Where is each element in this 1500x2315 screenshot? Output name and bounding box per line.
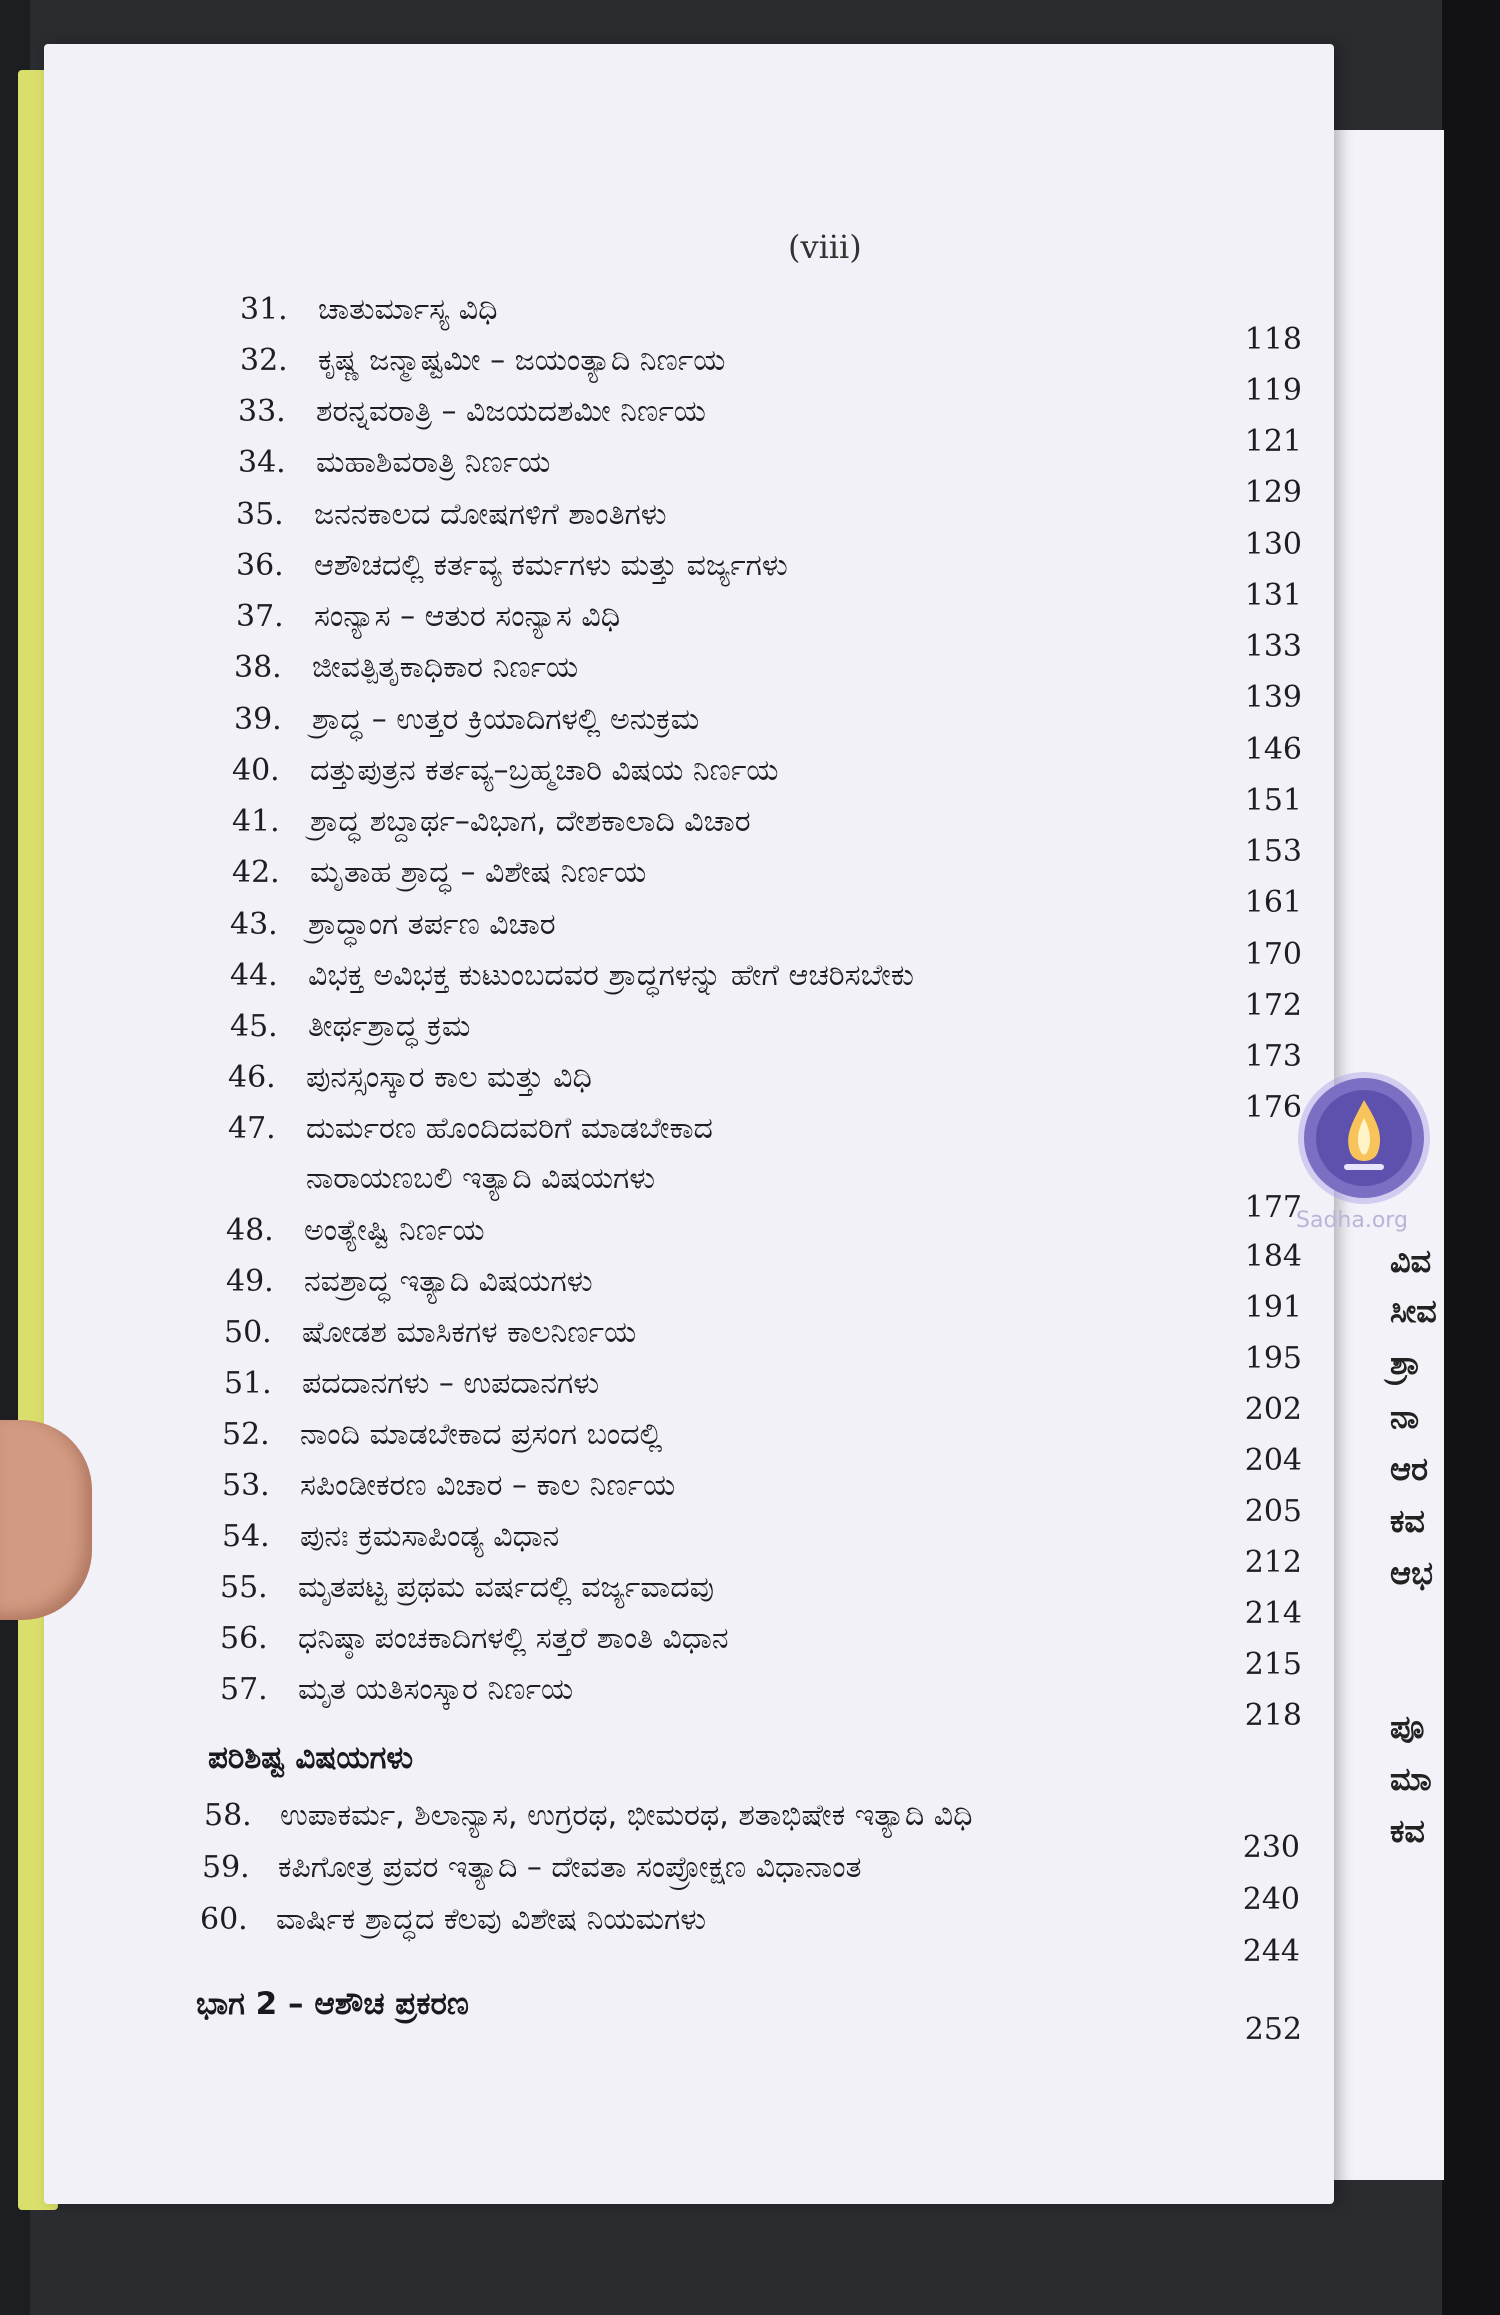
next-page-fragment: ನಾ <box>1390 1398 1420 1436</box>
entry-title: ಅಂತ್ಯೇಷ್ಟಿ ನಿರ್ಣಯ <box>304 1213 485 1248</box>
appendix-entry <box>0 1902 1320 1969</box>
entry-page-number: 119 <box>1244 373 1302 408</box>
entry-number: 56. <box>220 1621 268 1656</box>
entry-title: ಶ್ರಾದ್ಧ ಶಬ್ದಾರ್ಥ–ವಿಭಾಗ, ದೇಶಕಾಲಾದಿ ವಿಚಾರ <box>310 804 751 839</box>
next-page-fragment: ಕವ <box>1390 1812 1425 1850</box>
toc-entry <box>0 1366 1320 1427</box>
entry-page-number: 121 <box>1244 424 1302 459</box>
entry-page-number: 130 <box>1244 527 1302 562</box>
entry-page-number: 230 <box>1242 1830 1300 1865</box>
entry-title: ನವಶ್ರಾದ್ಧ ಇತ್ಯಾದಿ ವಿಷಯಗಳು <box>304 1264 593 1299</box>
toc-entry <box>0 343 1320 408</box>
entry-title: ದುರ್ಮರಣ ಹೊಂದಿದವರಿಗೆ ಮಾಡಬೇಕಾದ <box>306 1111 713 1146</box>
page-number: (viii) <box>788 228 862 266</box>
entry-page-number: 129 <box>1244 475 1302 510</box>
entry-title: ಮಹಾಶಿವರಾತ್ರಿ ನಿರ್ಣಯ <box>316 445 551 480</box>
entry-title: ಕಪಿಗೋತ್ರ ಪ್ರವರ ಇತ್ಯಾದಿ – ದೇವತಾ ಸಂಪ್ರೋಕ್ಷಣ ವಿಧಾನಾಂತ <box>278 1850 862 1885</box>
entry-title: ದತ್ತುಪುತ್ರನ ಕರ್ತವ್ಯ–ಬ್ರಹ್ಮಚಾರಿ ವಿಷಯ ನಿರ್ಣಯ <box>310 753 779 788</box>
entry-page-number: 191 <box>1244 1290 1302 1325</box>
next-page-fragment: ಕವ <box>1390 1502 1425 1540</box>
appendix-heading: ಪರಿಶಿಷ್ಟ ವಿಷಯಗಳು <box>208 1740 414 1776</box>
entry-page-number: 173 <box>1244 1039 1302 1074</box>
entry-title-continued: ನಾರಾಯಣಬಲಿ ಇತ್ಯಾದಿ ವಿಷಯಗಳು <box>306 1161 656 1196</box>
entry-number: 58. <box>204 1798 252 1833</box>
entry-title: ಜನನಕಾಲದ ದೋಷಗಳಿಗೆ ಶಾಂತಿಗಳು <box>314 497 667 532</box>
entry-number: 60. <box>200 1902 248 1937</box>
watermark-text: Sadha.org <box>1296 1208 1408 1233</box>
entry-number: 33. <box>238 394 286 429</box>
entry-title: ಧನಿಷ್ಠಾ ಪಂಚಕಾದಿಗಳಲ್ಲಿ ಸತ್ತರೆ ಶಾಂತಿ ವಿಧಾನ <box>298 1621 729 1656</box>
entry-number: 46. <box>228 1060 276 1095</box>
toc-entry <box>0 1519 1320 1580</box>
entry-number: 37. <box>236 599 284 634</box>
entry-number: 34. <box>238 445 286 480</box>
entry-number: 38. <box>234 650 282 685</box>
toc-entry <box>0 1213 1320 1274</box>
appendix-entry <box>0 1798 1320 1865</box>
entry-title: ಸಪಿಂಡೀಕರಣ ವಿಚಾರ – ಕಾಲ ನಿರ್ಣಯ <box>300 1468 676 1503</box>
toc-entry <box>0 1009 1320 1074</box>
toc-entry <box>0 292 1320 357</box>
entry-page-number: 205 <box>1244 1494 1302 1529</box>
entry-number: 52. <box>222 1417 270 1452</box>
entry-page-number: 204 <box>1244 1443 1302 1478</box>
toc-entry <box>0 1417 1320 1478</box>
entry-title: ಪುನಃ ಕ್ರಮಸಾಪಿಂಡ್ಯ ವಿಧಾನ <box>300 1519 560 1554</box>
entry-number: 51. <box>224 1366 272 1401</box>
entry-page-number: 218 <box>1244 1698 1302 1733</box>
entry-page-number: 118 <box>1244 322 1302 357</box>
toc-entry <box>0 1468 1320 1529</box>
entry-page-number: 176 <box>1244 1090 1302 1125</box>
entry-number: 35. <box>236 497 284 532</box>
entry-page-number: 244 <box>1242 1934 1300 1969</box>
entry-title: ಶ್ರಾದ್ಧಾಂಗ ತರ್ಪಣ ವಿಚಾರ <box>308 907 556 942</box>
photo-background-right <box>1442 0 1500 2315</box>
entry-number: 55. <box>220 1570 268 1605</box>
entry-title: ಸಂನ್ಯಾಸ – ಆತುರ ಸಂನ್ಯಾಸ ವಿಧಿ <box>314 599 621 634</box>
entry-number: 53. <box>222 1468 270 1503</box>
toc-entry <box>0 394 1320 459</box>
entry-title: ಚಾತುರ್ಮಾಸ್ಯ ವಿಧಿ <box>318 292 498 327</box>
entry-number: 50. <box>224 1315 272 1350</box>
toc-entry <box>0 907 1320 972</box>
toc-entry <box>0 855 1320 920</box>
toc-entry <box>0 1621 1320 1682</box>
toc-entry <box>0 1672 1320 1733</box>
toc-entry <box>0 804 1320 869</box>
entry-page-number: 153 <box>1244 834 1302 869</box>
entry-title: ಪುನಸ್ಸಂಸ್ಕಾರ ಕಾಲ ಮತ್ತು ವಿಧಿ <box>306 1060 592 1095</box>
entry-page-number: 139 <box>1244 680 1302 715</box>
entry-number: 42. <box>232 855 280 890</box>
entry-title: ವಿಭಕ್ತ ಅವಿಭಕ್ತ ಕುಟುಂಬದವರ ಶ್ರಾದ್ಧಗಳನ್ನು ಹೇಗೆ ಆಚರಿಸಬೇಕು <box>308 958 914 993</box>
entry-number: 43. <box>230 907 278 942</box>
entry-title: ಶ್ರಾದ್ಧ – ಉತ್ತರ ಕ್ರಿಯಾದಿಗಳಲ್ಲಿ ಅನುಕ್ರಮ <box>312 702 700 737</box>
entry-page-number: 133 <box>1244 629 1302 664</box>
entry-title: ಆಶೌಚದಲ್ಲಿ ಕರ್ತವ್ಯ ಕರ್ಮಗಳು ಮತ್ತು ವರ್ಜ್ಯಗಳು <box>314 548 788 583</box>
toc-entry <box>0 1060 1320 1125</box>
entry-title: ಉಪಾಕರ್ಮ, ಶಿಲಾನ್ಯಾಸ, ಉಗ್ರರಥ, ಭೀಮರಥ, ಶತಾಭಿಷೇಕ ಇತ್ಯಾದಿ ವಿಧಿ <box>280 1798 973 1833</box>
entry-page-number: 212 <box>1244 1545 1302 1580</box>
entry-page-number: 131 <box>1244 578 1302 613</box>
entry-page-number: 146 <box>1244 732 1302 767</box>
entry-page-number: 202 <box>1244 1392 1302 1427</box>
toc-entry <box>0 650 1320 715</box>
entry-title: ನಾಂದಿ ಮಾಡಬೇಕಾದ ಪ್ರಸಂಗ ಬಂದಲ್ಲಿ <box>300 1417 663 1452</box>
entry-page-number: 151 <box>1244 783 1302 818</box>
entry-number: 44. <box>230 958 278 993</box>
toc-entry <box>0 599 1320 664</box>
part-heading-page: 252 <box>1244 2012 1302 2047</box>
entry-number: 54. <box>222 1519 270 1554</box>
flame-logo-icon <box>1304 1078 1424 1198</box>
entry-page-number: 172 <box>1244 988 1302 1023</box>
entry-title: ಮೃತಪಟ್ಟ ಪ್ರಥಮ ವರ್ಷದಲ್ಲಿ ವರ್ಜ್ಯವಾದವು <box>298 1570 715 1605</box>
appendix-entry <box>0 1850 1320 1917</box>
entry-title: ಮೃತಾಹ ಶ್ರಾದ್ಧ – ವಿಶೇಷ ನಿರ್ಣಯ <box>310 855 647 890</box>
toc-entry <box>0 1264 1320 1325</box>
toc-entry <box>0 497 1320 562</box>
toc-entry <box>0 753 1320 818</box>
entry-number: 59. <box>202 1850 250 1885</box>
entry-page-number: 195 <box>1244 1341 1302 1376</box>
next-page-fragment: ಶ್ರಾ <box>1390 1344 1421 1382</box>
entry-title: ವಾರ್ಷಿಕ ಶ್ರಾದ್ಧದ ಕೆಲವು ವಿಶೇಷ ನಿಯಮಗಳು <box>276 1902 707 1937</box>
next-page-fragment: ಪೂ <box>1390 1708 1425 1746</box>
entry-page-number: 177 <box>1244 1190 1302 1225</box>
entry-number: 31. <box>240 292 288 327</box>
part-heading: ಭಾಗ 2 – ಆಶೌಚ ಪ್ರಕರಣ <box>196 1986 469 2022</box>
entry-number: 41. <box>232 804 280 839</box>
toc-entry <box>0 1111 1320 1225</box>
entry-page-number: 161 <box>1244 885 1302 920</box>
entry-title: ಶರನ್ನವರಾತ್ರಿ – ವಿಜಯದಶಮೀ ನಿರ್ಣಯ <box>316 394 706 429</box>
next-page-fragment: ಮಾ <box>1390 1760 1432 1798</box>
entry-title: ಮೃತ ಯತಿಸಂಸ್ಕಾರ ನಿರ್ಣಯ <box>298 1672 574 1707</box>
entry-title: ಕೃಷ್ಣ ಜನ್ಮಾಷ್ಟಮೀ – ಜಯಂತ್ಯಾದಿ ನಿರ್ಣಯ <box>318 343 726 378</box>
entry-page-number: 184 <box>1244 1239 1302 1274</box>
entry-page-number: 214 <box>1244 1596 1302 1631</box>
toc-entry <box>0 1570 1320 1631</box>
entry-number: 47. <box>228 1111 276 1146</box>
toc-entry <box>0 445 1320 510</box>
entry-number: 36. <box>236 548 284 583</box>
entry-number: 48. <box>226 1213 274 1248</box>
next-page-fragment: ಆಭ <box>1390 1554 1433 1592</box>
next-page-fragment: ವಿವ <box>1390 1242 1432 1280</box>
entry-number: 39. <box>234 702 282 737</box>
entry-title: ಷೋಡಶ ಮಾಸಿಕಗಳ ಕಾಲನಿರ್ಣಯ <box>302 1315 637 1350</box>
entry-number: 49. <box>226 1264 274 1299</box>
entry-page-number: 170 <box>1244 937 1302 972</box>
entry-number: 40. <box>232 753 280 788</box>
toc-entry <box>0 958 1320 1023</box>
entry-number: 57. <box>220 1672 268 1707</box>
entry-title: ಜೀವತ್ಪಿತೃಕಾಧಿಕಾರ ನಿರ್ಣಯ <box>312 650 579 685</box>
toc-entry <box>0 1315 1320 1376</box>
next-page-fragment: ಆರ <box>1390 1450 1429 1488</box>
entry-title: ಪದದಾನಗಳು – ಉಪದಾನಗಳು <box>302 1366 600 1401</box>
next-page-fragment: ಸೀವ <box>1390 1292 1437 1330</box>
entry-title: ತೀರ್ಥಶ್ರಾದ್ಧ ಕ್ರಮ <box>308 1009 471 1044</box>
entry-page-number: 215 <box>1244 1647 1302 1682</box>
toc-entry <box>0 702 1320 767</box>
entry-page-number: 240 <box>1242 1882 1300 1917</box>
entry-number: 32. <box>240 343 288 378</box>
entry-number: 45. <box>230 1009 278 1044</box>
toc-entry <box>0 548 1320 613</box>
